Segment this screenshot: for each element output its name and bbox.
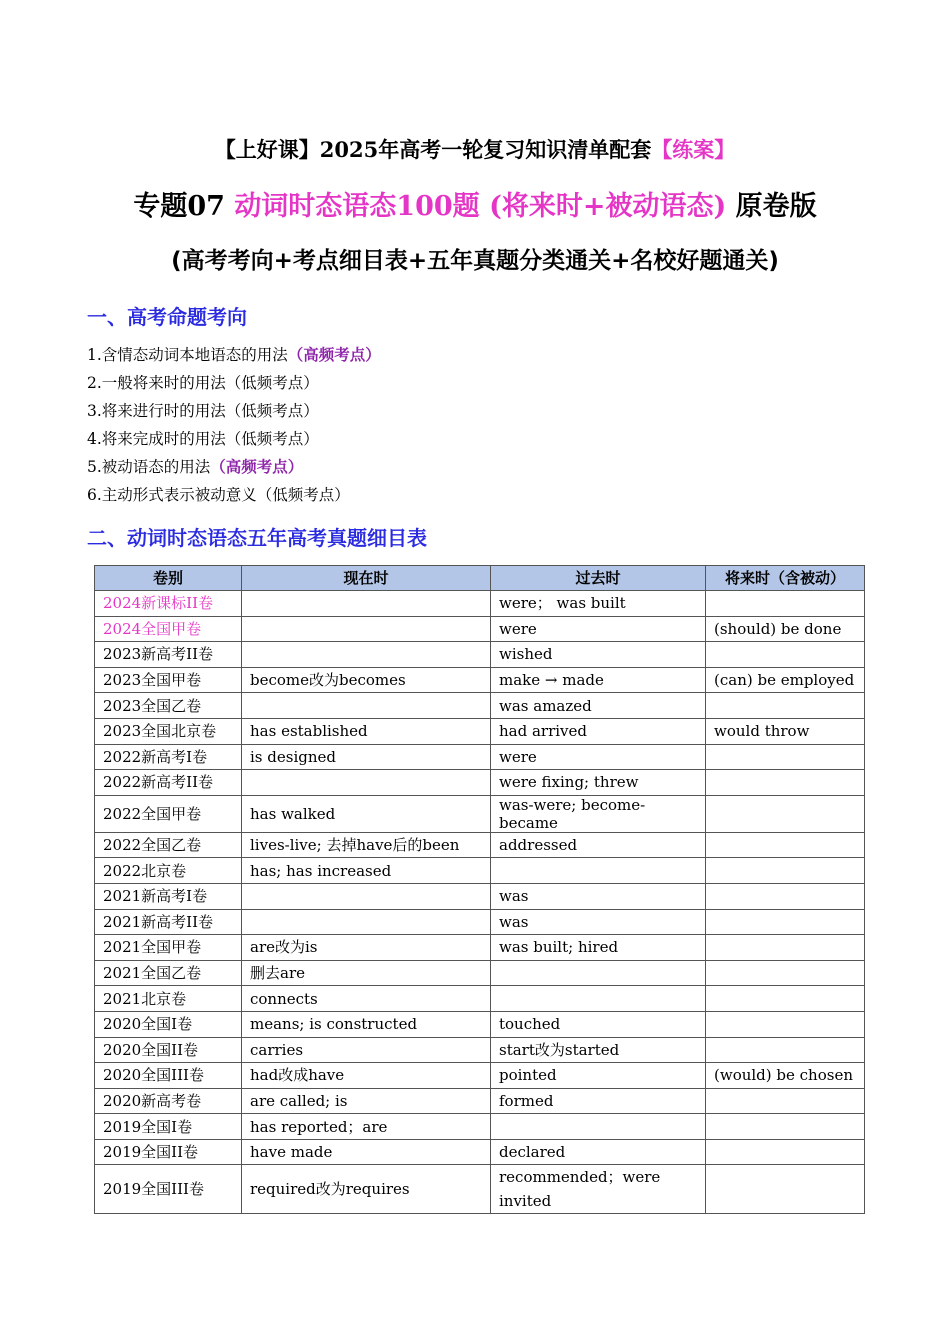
cell-paper: 2021全国甲卷: [95, 935, 242, 961]
cell-future: [706, 770, 865, 796]
section-1-title: 一、高考命题考向: [87, 305, 247, 329]
cell-present: [242, 883, 491, 909]
table-row: [95, 832, 865, 858]
table-row: [95, 591, 865, 617]
cell-paper: 2024新课标II卷: [95, 591, 242, 617]
table-row: [95, 1037, 865, 1063]
frequency-tag: （高频考点）: [287, 345, 381, 364]
cell-future: (can) be employed: [706, 667, 865, 693]
list-item-text: 3.将来进行时的用法（低频考点）: [87, 402, 319, 420]
table-row: [95, 616, 865, 642]
exam-table: [94, 565, 865, 1214]
cell-future: [706, 909, 865, 935]
table-row: [95, 744, 865, 770]
main-title-prefix: 专题07: [133, 191, 235, 222]
exam-focus-list: [87, 344, 381, 512]
doc-subtitle: (高考考向+考点细目表+五年真题分类通关+名校好题通关): [171, 248, 779, 274]
list-item: [87, 344, 381, 372]
cell-present: has walked: [242, 795, 491, 832]
list-item: [87, 428, 381, 456]
cell-present: has reported；are: [242, 1114, 491, 1140]
cell-future: [706, 1011, 865, 1037]
cell-present: [242, 693, 491, 719]
cell-past: formed: [491, 1088, 706, 1114]
cell-paper: 2020全国III卷: [95, 1063, 242, 1089]
cell-paper: 2020新高考卷: [95, 1088, 242, 1114]
table-row: [95, 718, 865, 744]
cell-past: recommended；were invited: [491, 1165, 706, 1214]
cell-paper: 2022全国乙卷: [95, 832, 242, 858]
table-row: [95, 1063, 865, 1089]
table-body: [95, 591, 865, 1214]
cell-future: [706, 591, 865, 617]
cell-past: make → made: [491, 667, 706, 693]
table-row: [95, 1011, 865, 1037]
col-header-future: 将来时（含被动）: [706, 566, 865, 591]
table-row: [95, 1139, 865, 1165]
cell-paper: 2024全国甲卷: [95, 616, 242, 642]
cell-future: [706, 693, 865, 719]
cell-past: declared: [491, 1139, 706, 1165]
cell-past: was: [491, 883, 706, 909]
cell-past: was: [491, 909, 706, 935]
cell-present: [242, 591, 491, 617]
cell-paper: 2021北京卷: [95, 986, 242, 1012]
table-row: [95, 693, 865, 719]
cell-past: were: [491, 616, 706, 642]
list-item: [87, 484, 381, 512]
table-row: [95, 667, 865, 693]
cell-present: have made: [242, 1139, 491, 1165]
cell-paper: 2023全国乙卷: [95, 693, 242, 719]
cell-future: [706, 960, 865, 986]
cell-future: [706, 832, 865, 858]
cell-paper: 2019全国III卷: [95, 1165, 242, 1214]
cell-present: is designed: [242, 744, 491, 770]
list-item-text: 4.将来完成时的用法（低频考点）: [87, 430, 319, 448]
cell-paper: 2022全国甲卷: [95, 795, 242, 832]
cell-future: [706, 1165, 865, 1214]
cell-present: means; is constructed: [242, 1011, 491, 1037]
table-row: [95, 986, 865, 1012]
cell-future: [706, 986, 865, 1012]
cell-past: were fixing; threw: [491, 770, 706, 796]
table-row: [95, 770, 865, 796]
list-item-text: 6.主动形式表示被动意义（低频考点）: [87, 486, 350, 504]
cell-paper: 2019全国I卷: [95, 1114, 242, 1140]
cell-future: would throw: [706, 718, 865, 744]
cell-paper: 2022新高考I卷: [95, 744, 242, 770]
cell-past: [491, 858, 706, 884]
cell-present: has established: [242, 718, 491, 744]
cell-past: had arrived: [491, 718, 706, 744]
cell-future: [706, 744, 865, 770]
cell-paper: 2020全国II卷: [95, 1037, 242, 1063]
cell-present: connects: [242, 986, 491, 1012]
cell-past: [491, 1114, 706, 1140]
table-row: [95, 883, 865, 909]
cell-paper: 2020全国I卷: [95, 1011, 242, 1037]
cell-past: start改为started: [491, 1037, 706, 1063]
cell-future: [706, 1037, 865, 1063]
cell-present: lives-live; 去掉have后的been: [242, 832, 491, 858]
table-row: [95, 1088, 865, 1114]
series-tag: 【练案】: [651, 137, 736, 162]
cell-past: [491, 960, 706, 986]
table-row: [95, 1165, 865, 1214]
cell-present: [242, 909, 491, 935]
cell-past: addressed: [491, 832, 706, 858]
cell-future: [706, 883, 865, 909]
cell-present: [242, 770, 491, 796]
cell-paper: 2022北京卷: [95, 858, 242, 884]
cell-paper: 2023新高考II卷: [95, 642, 242, 668]
cell-present: required改为requires: [242, 1165, 491, 1214]
cell-past: was built; hired: [491, 935, 706, 961]
cell-future: [706, 858, 865, 884]
table-row: [95, 642, 865, 668]
table-row: [95, 795, 865, 832]
main-title-suffix: 原卷版: [726, 191, 817, 222]
cell-past: wished: [491, 642, 706, 668]
cell-future: [706, 935, 865, 961]
cell-paper: 2021新高考II卷: [95, 909, 242, 935]
cell-future: [706, 1088, 865, 1114]
cell-paper: 2021新高考I卷: [95, 883, 242, 909]
section-2-title: 二、动词时态语态五年高考真题细目表: [87, 526, 427, 550]
cell-present: had改成have: [242, 1063, 491, 1089]
cell-present: are called; is: [242, 1088, 491, 1114]
cell-paper: 2023全国北京卷: [95, 718, 242, 744]
cell-present: carries: [242, 1037, 491, 1063]
list-item: [87, 400, 381, 428]
table-header-row: [95, 566, 865, 591]
cell-paper: 2019全国II卷: [95, 1139, 242, 1165]
cell-paper: 2023全国甲卷: [95, 667, 242, 693]
table-row: [95, 909, 865, 935]
cell-future: [706, 1114, 865, 1140]
cell-paper: 2022新高考II卷: [95, 770, 242, 796]
doc-main-title: [0, 184, 950, 223]
list-item: [87, 372, 381, 400]
cell-past: were； was built: [491, 591, 706, 617]
cell-past: was amazed: [491, 693, 706, 719]
list-item: [87, 456, 381, 484]
cell-present: become改为becomes: [242, 667, 491, 693]
cell-present: has; has increased: [242, 858, 491, 884]
table-row: [95, 960, 865, 986]
cell-future: (should) be done: [706, 616, 865, 642]
col-header-present: 现在时: [242, 566, 491, 591]
cell-past: pointed: [491, 1063, 706, 1089]
table-row: [95, 1114, 865, 1140]
cell-future: [706, 795, 865, 832]
cell-present: [242, 616, 491, 642]
cell-past: was-were; become-became: [491, 795, 706, 832]
cell-future: [706, 1139, 865, 1165]
col-header-paper: 卷别: [95, 566, 242, 591]
cell-present: [242, 642, 491, 668]
list-item-text: 5.被动语态的用法: [87, 458, 211, 476]
cell-future: [706, 642, 865, 668]
cell-past: were: [491, 744, 706, 770]
cell-future: (would) be chosen: [706, 1063, 865, 1089]
cell-past: [491, 986, 706, 1012]
doc-series-title: [0, 134, 950, 164]
main-title-topic: 动词时态语态100题 (将来时+被动语态): [234, 191, 727, 222]
table-row: [95, 935, 865, 961]
frequency-tag: （高频考点）: [210, 457, 304, 476]
list-item-text: 2.一般将来时的用法（低频考点）: [87, 374, 319, 392]
cell-present: are改为is: [242, 935, 491, 961]
col-header-past: 过去时: [491, 566, 706, 591]
cell-past: touched: [491, 1011, 706, 1037]
cell-paper: 2021全国乙卷: [95, 960, 242, 986]
cell-present: 删去are: [242, 960, 491, 986]
list-item-text: 1.含情态动词本地语态的用法: [87, 346, 288, 364]
series-title-text: 【上好课】2025年高考一轮复习知识清单配套: [214, 137, 652, 162]
table-row: [95, 858, 865, 884]
